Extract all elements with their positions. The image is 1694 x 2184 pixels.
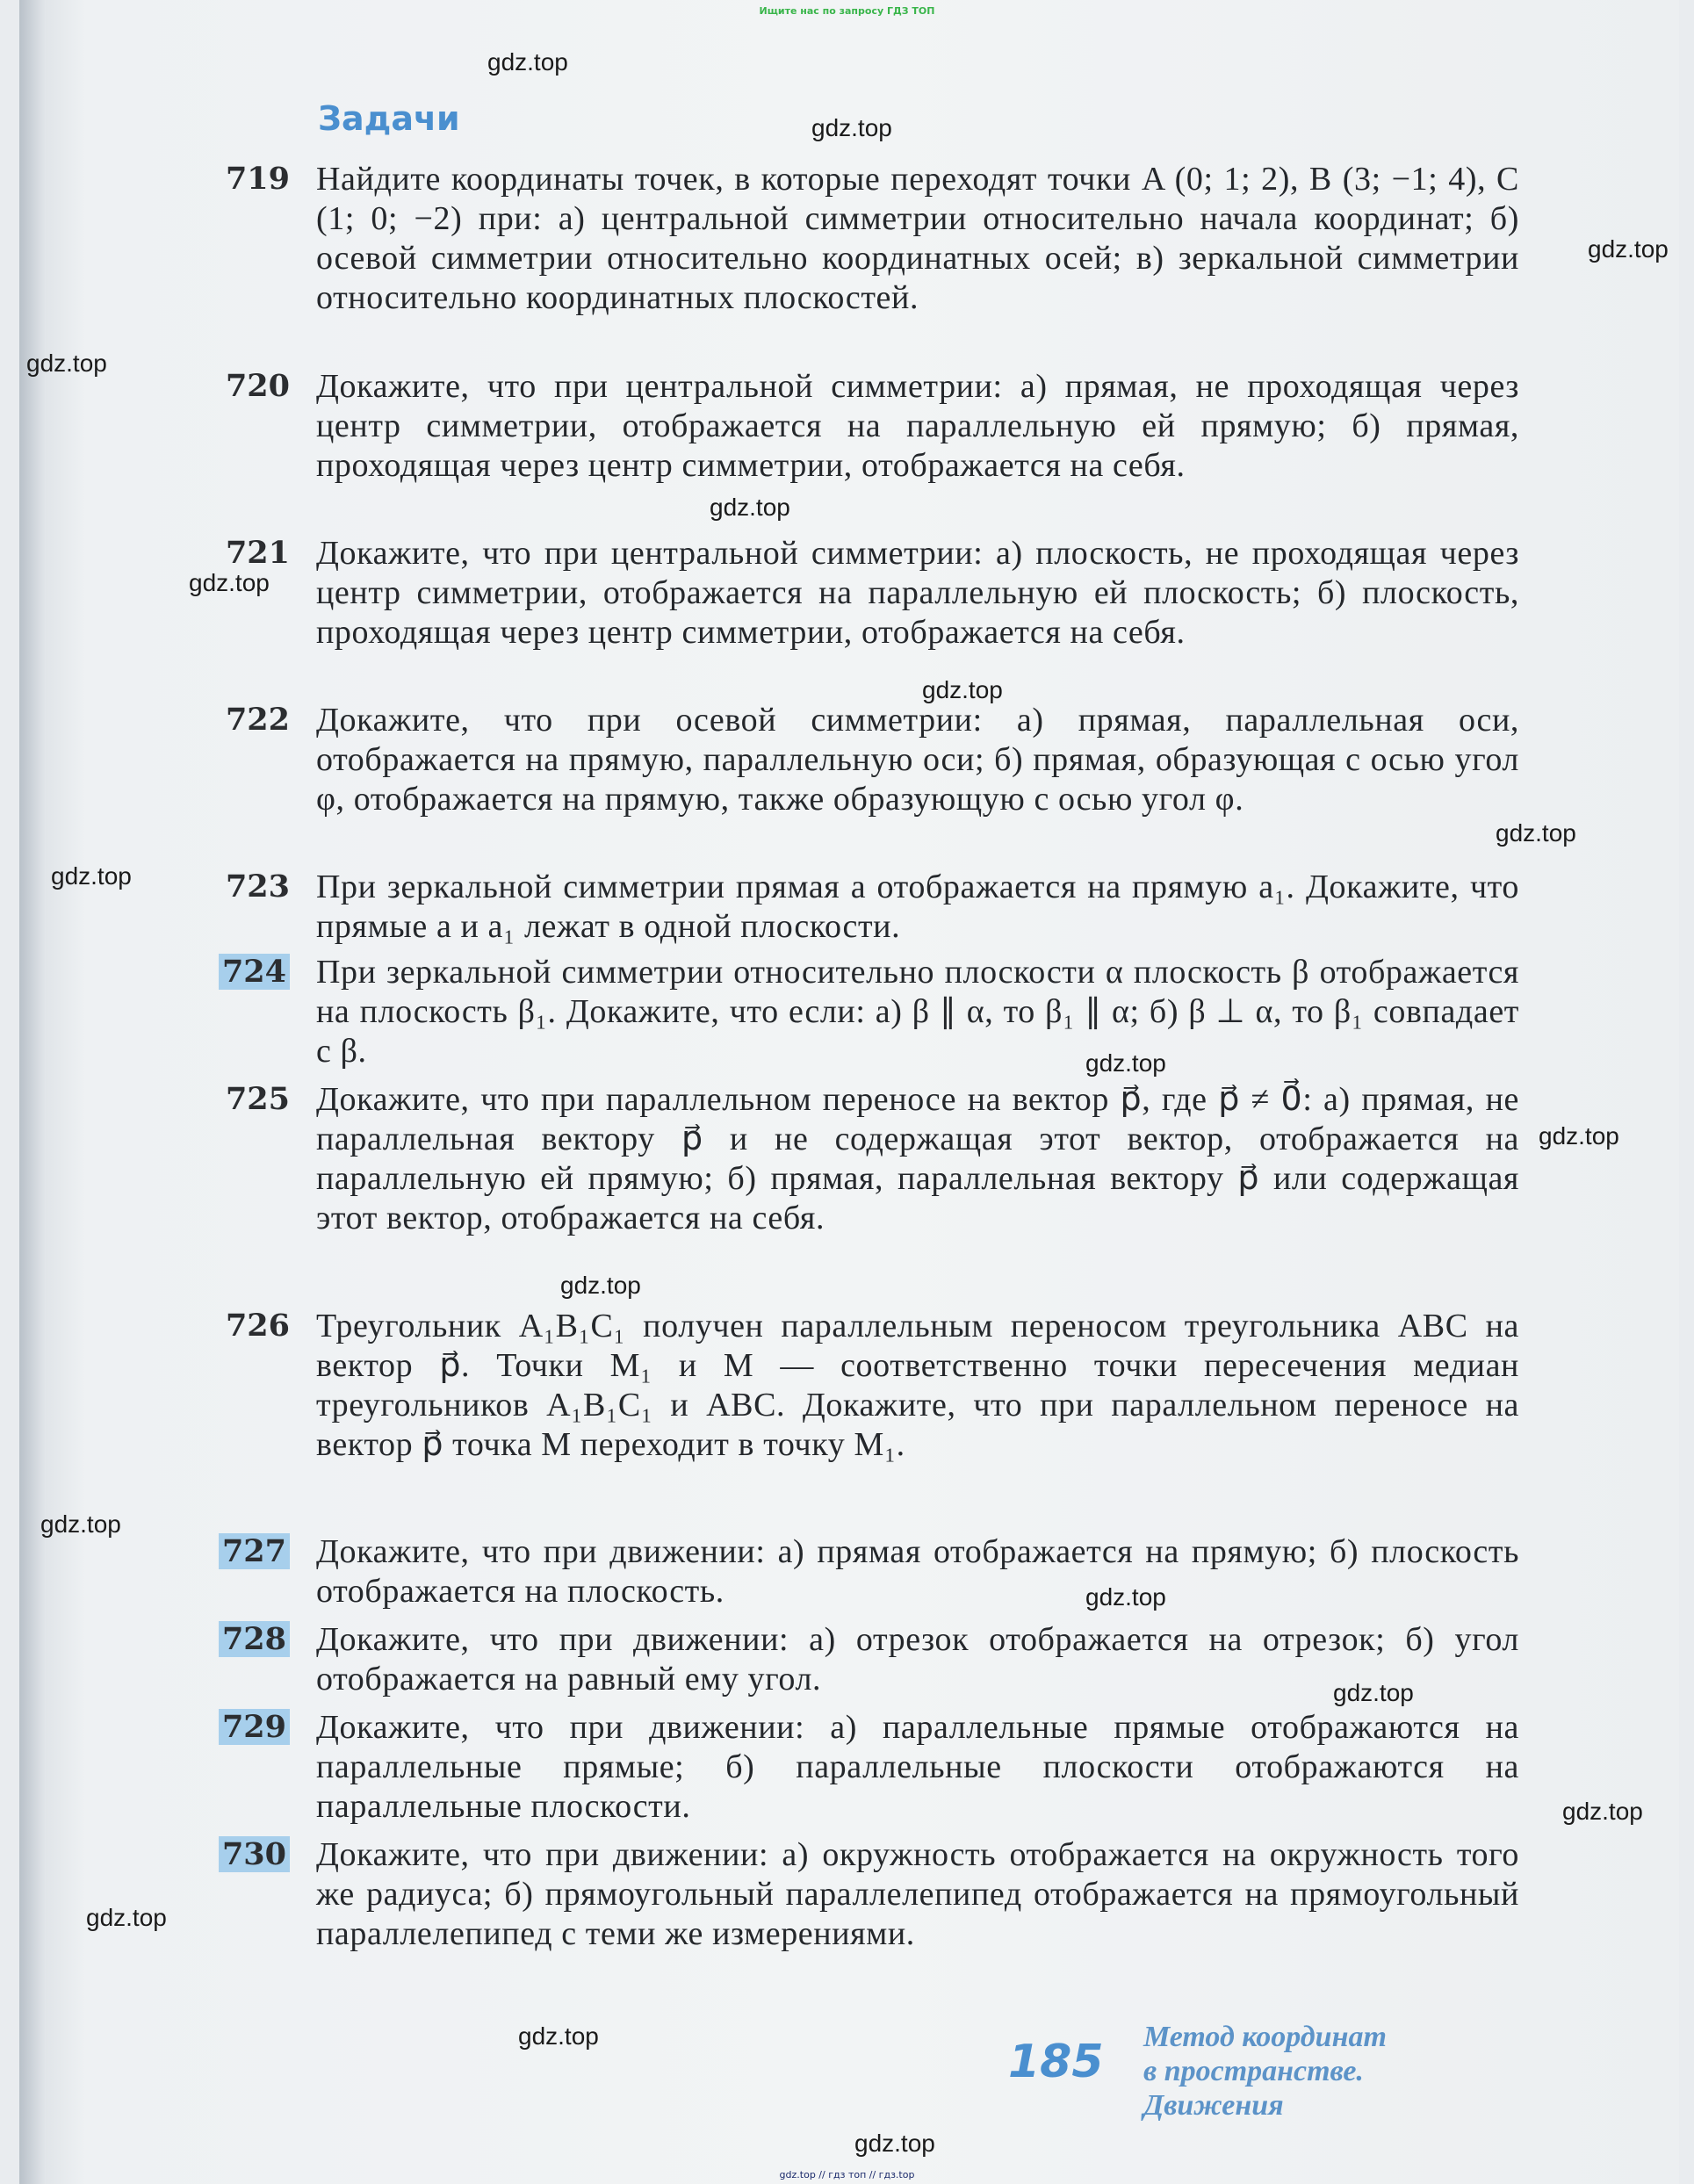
watermark: gdz.top [710,494,790,521]
chapter-title-line: в пространстве. [1143,2055,1364,2087]
problem-text: При зеркальной симметрии прямая a отображается на прямую a₁. Докажите, что прямые a и a₁ лежат в одной плоскости. [316,869,1519,945]
watermark: gdz.top [26,350,107,377]
chapter-title [1143,2020,1512,2123]
problem-number: 726 [225,1308,290,1344]
problem-number: 730 [202,1835,290,1874]
watermark: gdz.top [86,1904,167,1931]
problem-number: 719 [225,161,290,197]
section-heading: Задачи [318,99,460,138]
problem-text: Треугольник A₁B₁C₁ получен параллельным переносом треугольника ABC на вектор p⃗. Точки M₁ и M — соответственно точки пересечения медиан треугольников A₁B₁C₁ и ABC. Докажите, что при параллельном переносе на вектор p⃗ точка M переходит в точку M₁. [316,1308,1519,1463]
watermark: gdz.top [922,676,1003,703]
problem-number: 720 [225,368,290,404]
watermark: gdz.top [40,1510,121,1538]
problem-number: 725 [225,1081,290,1117]
watermark: gdz.top [560,1272,641,1299]
problem-number: 727 [202,1532,290,1571]
problem-text: Докажите, что при центральной симметрии: а) плоскость, не проходящая через центр симметрии, отображается на параллельную ей плоскость; б) плоскость, проходящая через центр симметрии, отображается на себя. [316,535,1519,651]
watermark: gdz.top [1085,1583,1166,1611]
problem-number: 723 [225,869,290,905]
problem-text: Докажите, что при движении: а) параллельные прямые отображаются на параллельные прямые; б) параллельные плоскости отображаются на параллельные плоскости. [316,1709,1519,1825]
problem-number: 729 [202,1708,290,1747]
problem-text: Докажите, что при осевой симметрии: а) прямая, параллельная оси, отображается на прямую, параллельную оси; б) прямая, образующая с осью угол φ, отображается на прямую, также образующую с осью угол φ. [316,702,1519,818]
watermark: gdz.top [1588,235,1669,263]
problem-text: Докажите, что при центральной симметрии: а) прямая, не проходящая через центр симметрии, отображается на параллельную ей прямую; б) прямая, проходящая через центр симметрии, отображается на себя. [316,368,1519,484]
problem-number: 722 [225,702,290,738]
problem-text: Докажите, что при движении: а) окружность отображается на окружность того же радиуса; б) прямоугольный параллелепипед отображается на прямоугольный параллелепипед с теми же измерениями. [316,1836,1519,1952]
watermark: gdz.top [189,569,270,596]
problem-number: 728 [202,1620,290,1659]
bottom-notice: gdz.top // гдз топ // гдз.top [779,2169,915,2180]
watermark: gdz.top [487,48,568,76]
problem-text: Докажите, что при параллельном переносе на вектор p⃗, где p⃗ ≠ 0⃗: а) прямая, не параллельная вектору p⃗ и не содержащая этот вектор, отображается на параллельную ей прямую; б) прямая, параллельная вектору p⃗ или содержащая этот вектор, отображается на себя. [316,1081,1519,1236]
watermark: gdz.top [1085,1049,1166,1077]
watermark: gdz.top [518,2022,599,2050]
problem-text: Найдите координаты точек, в которые переходят точки A (0; 1; 2), B (3; −1; 4), C (1; 0; −2) при: а) центральной симметрии относительно начала координат; б) осевой симметрии относительно координатных осей; в) зеркальной симметрии относительно координатных плоскостей. [316,161,1519,316]
chapter-title-line: Метод координат [1143,2021,1387,2053]
watermark: gdz.top [51,862,132,890]
watermark: gdz.top [1333,1679,1414,1706]
page-binding-shadow [19,0,46,2184]
problem-text: При зеркальной симметрии относительно плоскости α плоскость β отображается на плоскость β₁. Докажите, что если: а) β ∥ α, то β₁ ∥ α; б) β ⊥ α, то β₁ совпадает с β. [316,954,1519,1070]
chapter-title-line: Движения [1143,2089,1284,2122]
watermark: gdz.top [1539,1122,1619,1150]
problem-text: Докажите, что при движении: а) прямая отображается на прямую; б) плоскость отображается на плоскость. [316,1533,1519,1610]
watermark: gdz.top [1496,819,1576,847]
problem-number: 724 [202,953,290,991]
page-number: 185 [1008,2036,1104,2088]
problem-number: 721 [225,535,290,571]
top-notice: Ищите нас по запросу ГДЗ ТОП [759,5,935,17]
watermark: gdz.top [854,2130,935,2157]
watermark: gdz.top [811,114,892,141]
watermark: gdz.top [1562,1798,1643,1825]
problem-text: Докажите, что при движении: а) отрезок отображается на отрезок; б) угол отображается на равный ему угол. [316,1621,1519,1697]
